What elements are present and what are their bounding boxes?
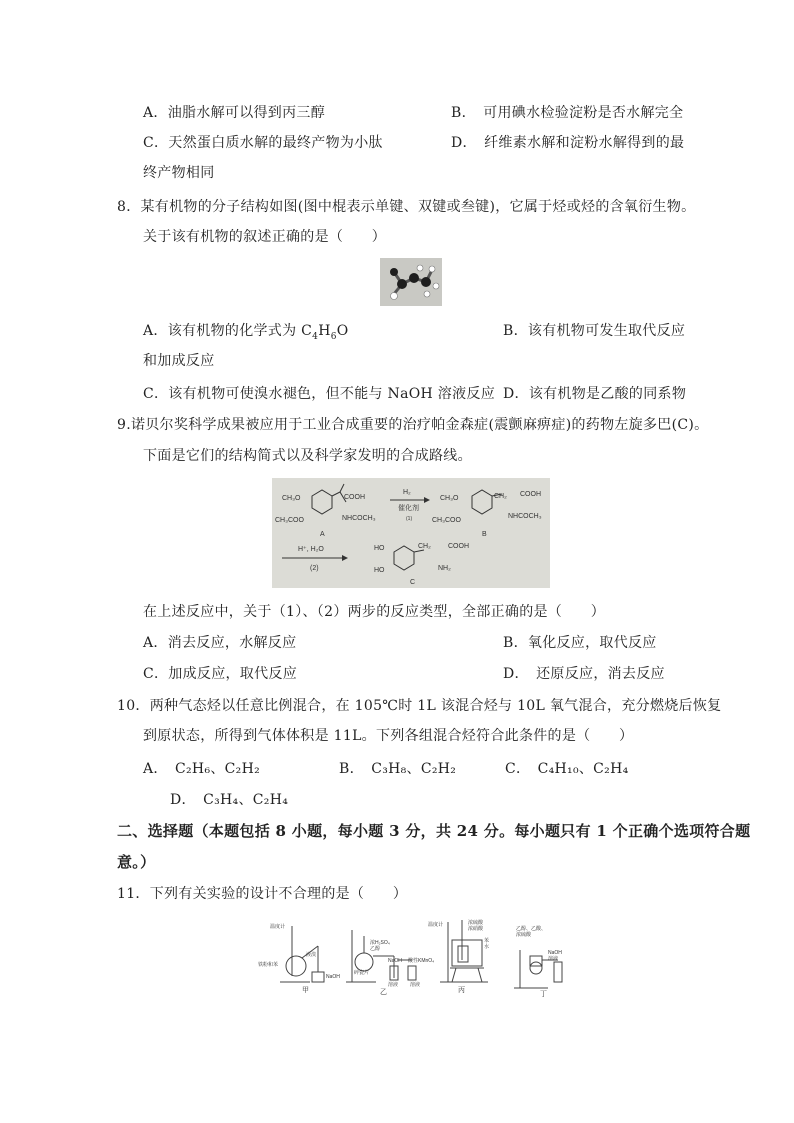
q10-stem-line1: 10．两种气态烃以任意比例混合，在 105℃时 1L 该混合烃与 10L 氧气混合，充分燃烧后恢复 [117, 698, 722, 714]
app2-text-ethanol: 乙醇 [370, 946, 381, 952]
app1-text-bromine: 液溴 [306, 952, 317, 958]
apparatus-yi-label: 乙 [380, 989, 387, 996]
compound-c-hydroxyl-1: HO [374, 545, 385, 552]
q8-option-a: A．该有机物的化学式为 $C_4H_6O$ [143, 323, 349, 342]
app4-text-naoh: NaOH [548, 950, 562, 956]
compound-a-label: A [320, 531, 325, 538]
q7-option-d-continued: 终产物相同 [143, 165, 215, 181]
q10-option-c: C． C₄H₁₀、C₂H₄ [505, 761, 629, 777]
compound-a-nhcoch3: NHCOCH₃ [342, 515, 376, 522]
app2-text-solution-1: 溶液 [388, 982, 399, 988]
q7-option-a: A．油脂水解可以得到丙三醇 [143, 105, 326, 121]
q9-option-c: C．加成反应，取代反应 [143, 666, 298, 682]
section-2-heading-line1: 二、选择题（本题包括 8 小题，每小题 3 分，共 24 分。每小题只有 1 个正确个选项符合题 [117, 822, 751, 840]
compound-a-cooh: COOH [344, 494, 365, 501]
q8-option-b: B．该有机物可发生取代反应 [503, 323, 686, 339]
q8-option-d: D．该有机物是乙酸的同系物 [503, 386, 687, 402]
compound-b-cooh: COOH [520, 491, 541, 498]
compound-b-acetoxy: CH₃COO [432, 517, 461, 524]
q9-stem-line1: 9.诺贝尔奖科学成果被应用于工业合成重要的治疗帕金森症(震颤麻痹症)的药物左旋多巴(C)。 [117, 417, 709, 433]
app4-text-reagents: 乙醇、乙酸、 [516, 926, 547, 932]
step-1-label: (1) [406, 516, 413, 522]
app3-text-nitric-acid: 浓硝酸 [468, 926, 484, 932]
molecule-ball-stick-model [380, 258, 442, 306]
synthesis-route-scheme [272, 478, 550, 588]
app2-text-porcelain: 碎瓷片 [354, 970, 370, 976]
app1-text-naoh: NaOH [326, 974, 340, 980]
compound-c-cooh: COOH [448, 543, 469, 550]
compound-c-label: C [410, 579, 416, 586]
q11-stem: 11．下列有关实验的设计不合理的是（ ） [117, 886, 408, 902]
q7-option-c: C．天然蛋白质水解的最终产物为小肽 [143, 135, 383, 151]
app2-text-solution-2: 溶液 [410, 982, 421, 988]
lab-apparatus-figure [252, 916, 574, 998]
compound-a-acetoxy: CH₃COO [275, 517, 304, 524]
apparatus-jia-label: 甲 [302, 987, 309, 994]
apparatus-bing-label: 丙 [458, 987, 465, 994]
compound-a-methoxy: CH₃O [282, 495, 301, 502]
q10-option-b: B． C₃H₈、C₂H₂ [339, 761, 457, 777]
app3-text-thermometer: 温度计 [428, 922, 444, 928]
q9-option-a: A．消去反应，水解反应 [143, 635, 297, 651]
app2-text-kmno4: 酸性KMnO₄ [408, 958, 435, 964]
q7-option-d: D． 纤维素水解和淀粉水解得到的最 [451, 135, 685, 151]
section-2-heading-line2: 意。） [117, 853, 156, 871]
compound-b-label: B [482, 531, 487, 538]
q9-option-d: D． 还原反应，消去反应 [503, 666, 665, 682]
compound-b-nhcoch3: NHCOCH₃ [508, 513, 542, 520]
apparatus-ding-label: 丁 [540, 991, 547, 998]
q8-option-b-continued: 和加成反应 [143, 353, 215, 369]
q10-option-d: D． C₃H₄、C₂H₄ [170, 792, 289, 808]
compound-b-ch2: CH₂ [494, 493, 507, 500]
q8-option-c: C．该有机物可使溴水褪色，但不能与 NaOH 溶液反应 [143, 386, 495, 402]
compound-c-hydroxyl-2: HO [374, 567, 385, 574]
app3-text-benzene: 苯 [484, 938, 490, 944]
reagent-catalyst: 催化剂 [398, 505, 419, 512]
app2-text-sulfuric-acid: 浓H₂SO₄ [370, 940, 390, 946]
compound-b-methoxy: CH₃O [440, 495, 459, 502]
q10-stem-line2: 到原状态，所得到气体体积是 11L。下列各组混合烃符合此条件的是（ ） [143, 728, 634, 744]
app3-text-water: 水 [484, 944, 490, 950]
q10-option-a: A． C₂H₆、C₂H₂ [143, 761, 261, 777]
compound-c-nh2: NH₂ [438, 565, 451, 572]
app4-text-sulfuric-acid: 浓硫酸 [516, 932, 532, 938]
q9-stem-line2: 下面是它们的结构简式以及科学家发明的合成路线。 [143, 448, 472, 464]
step-2-label: (2) [310, 565, 319, 572]
reagent-h-plus-water: H⁺, H₂O [298, 546, 324, 553]
q8-stem-line1: 8．某有机物的分子结构如图(图中棍表示单键、双键或叁键)，它属于烃或烃的含氧衍生物。 [117, 199, 696, 215]
app4-text-solution: 溶液 [548, 956, 559, 962]
app1-text-thermometer: 温度计 [270, 924, 286, 930]
app1-text-iron-benzene: 铁粉和苯 [258, 962, 279, 968]
app2-text-naoh: NaOH [388, 958, 402, 964]
app3-text-sulfuric-acid: 浓硫酸 [468, 920, 484, 926]
reagent-h2: H₂ [403, 489, 411, 496]
q8-stem-line2: 关于该有机物的叙述正确的是（ ） [143, 229, 387, 245]
compound-c-ch2: CH₂ [418, 543, 431, 550]
q9-stem-line3: 在上述反应中，关于（1）、（2）两步的反应类型，全部正确的是（ ） [143, 604, 606, 620]
q7-option-b: B． 可用碘水检验淀粉是否水解完全 [451, 105, 684, 121]
q9-option-b: B．氧化反应，取代反应 [503, 635, 657, 651]
